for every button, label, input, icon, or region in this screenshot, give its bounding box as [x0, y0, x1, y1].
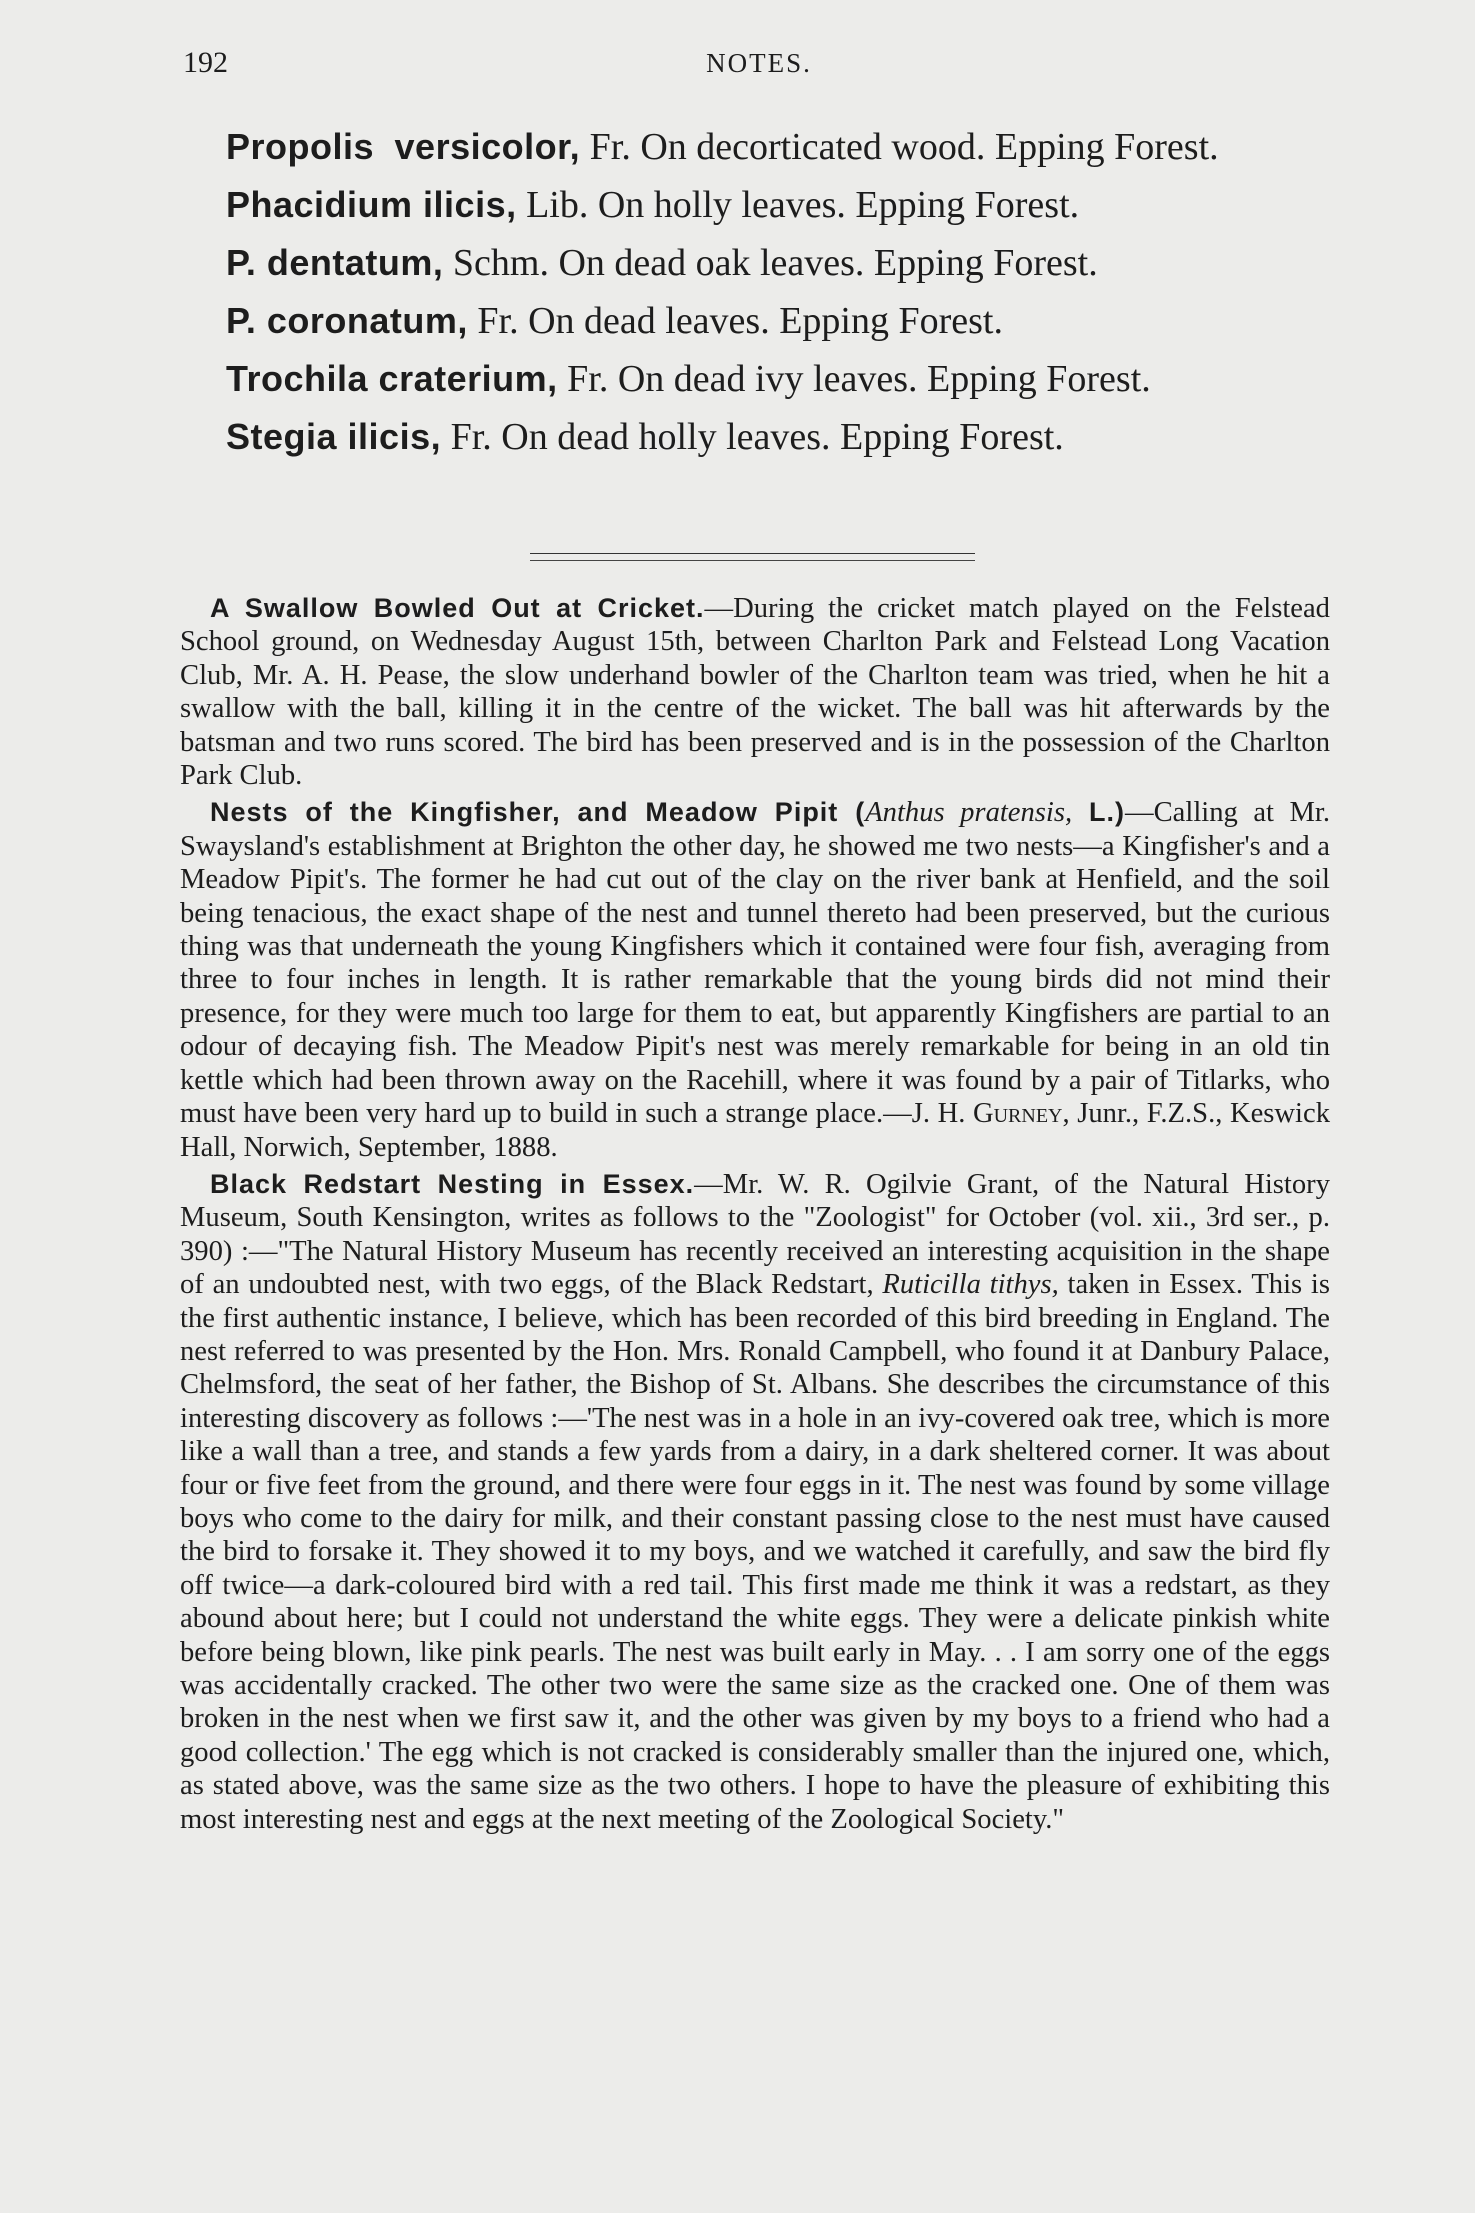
species-name: P. coronatum,: [226, 300, 468, 341]
page-number: 192: [183, 46, 228, 79]
species-description: Fr. On dead holly leaves. Epping Forest.: [441, 416, 1064, 458]
note-redstart: [180, 1168, 1330, 1836]
species-list: [183, 118, 1333, 466]
species-entry: [183, 234, 1333, 292]
latin-name: Anthus pratensis,: [865, 797, 1073, 829]
section-divider: [530, 553, 975, 561]
species-name: Propolis versicolor,: [226, 126, 581, 167]
note-swallow: [180, 592, 1330, 792]
species-entry: [183, 408, 1333, 466]
species-name: Stegia ilicis,: [226, 416, 442, 457]
note-heading: Black Redstart Nesting in Essex.: [210, 1168, 695, 1199]
species-description: Lib. On holly leaves. Epping Forest.: [516, 184, 1080, 226]
species-description: Fr. On dead leaves. Epping Forest.: [467, 300, 1003, 342]
latin-name: Ruticilla tithys,: [882, 1269, 1059, 1301]
note-body: —Mr. W. R. Ogilvie Grant, of the Natural History Museum, South Kensington, writes as follows to the "Zoologist" for October (vol. xii., 3rd ser., p. 390) :—"The Natural History Museum has recently received an interesting acquisition in the shape of an undoubted nest, with two eggs, of the Black Redstart,: [180, 1168, 1330, 1301]
species-description: Fr. On dead ivy leaves. Epping Forest.: [557, 358, 1151, 400]
running-title: NOTES.: [706, 48, 812, 78]
notes-section: [180, 592, 1330, 1836]
note-body: —Calling at Mr. Swaysland's establishment at Brighton the other day, he showed me two nests—a Kingfisher's and a Meadow Pipit's. The former he had cut out of the clay on the river bank at Henfield, and the soil being tenacious, the exact shape of the nest and tunnel thereto had been preserved, but the curious thing was that underneath the young Kingfishers which it contained were four fish, averaging from three to four inches in length. It is rather remarkable that the young birds did not mind their presence, for they were much too large for them to eat, but apparently Kingfishers are partial to an odour of decaying fish. The Meadow Pipit's nest was merely remarkable for being in an old tin kettle which had been thrown away on the Racehill, where it was found by a pair of Titlarks, who must have been very hard up to build in such a strange place.—J. H.: [180, 797, 1330, 1130]
species-entry: [183, 292, 1333, 350]
species-name: P. dentatum,: [226, 242, 444, 283]
species-entry: [183, 350, 1333, 408]
species-entry: [183, 118, 1333, 176]
note-heading-paren: (: [838, 797, 866, 828]
species-description: Fr. On decorticated wood. Epping Forest.: [580, 126, 1219, 168]
signature-details: , Junr., F.Z.S., Keswick Hall, Norwich, September, 1888.: [180, 1098, 1330, 1163]
note-body: —During the cricket match played on the Felstead School ground, on Wednesday August 15th, between Charlton Park and Felstead Long Vacation Club, Mr. A. H. Pease, the slow underhand bowler of the Charlton team was tried, when he hit a swallow with the ball, killing it in the centre of the wicket. The ball was hit afterwards by the batsman and two runs scored. The bird has been preserved and is in the possession of the Charlton Park Club.: [180, 593, 1330, 792]
page-header: [183, 44, 1335, 84]
note-heading-authority: L.): [1072, 797, 1126, 828]
note-body-continued: taken in Essex. This is the first authentic instance, I believe, which has been recorded of this bird breeding in England. The nest referred to was presented by the Hon. Mrs. Ronald Campbell, who found it at Danbury Palace, Chelmsford, the seat of her father, the Bishop of St. Albans. She describes the circumstance of this interesting discovery as follows :—'The nest was in a hole in an ivy-covered oak tree, which is more like a wall than a tree, and stands a few yards from a dairy, in a dark sheltered corner. It was about four or five feet from the ground, and there were four eggs in it. The nest was found by some village boys who come to the dairy for milk, and their constant passing close to the nest must have caused the bird to forsake it. They showed it to my boys, and we watched it carefully, and saw the bird fly off twice—a dark-coloured bird with a red tail. This first made me think it was a redstart, as they abound about here; but I could not understand the white eggs. They were a delicate pinkish white before being blown, like pink pearls. The nest was built early in May. . . I am sorry one of the eggs was accidentally cracked. The other two were the same size as the cracked one. One of them was broken in the nest when we first saw it, and the other was given by my boys to a friend who had a good collection.' The egg which is not cracked is considerably smaller than the injured one, which, as stated above, was the same size as the two others. I hope to have the pleasure of exhibiting this most interesting nest and eggs at the next meeting of the Zoological Society.": [180, 1269, 1330, 1835]
signature-name: Gurney: [972, 1098, 1063, 1130]
note-heading: Nests of the Kingfisher, and Meadow Pipit: [210, 797, 839, 828]
note-kingfisher: [180, 796, 1330, 1163]
species-name: Phacidium ilicis,: [226, 184, 517, 225]
species-entry: [183, 176, 1333, 234]
note-heading: A Swallow Bowled Out at Cricket.: [210, 593, 705, 623]
species-description: Schm. On dead oak leaves. Epping Forest.: [443, 242, 1098, 284]
species-name: Trochila craterium,: [226, 358, 558, 399]
